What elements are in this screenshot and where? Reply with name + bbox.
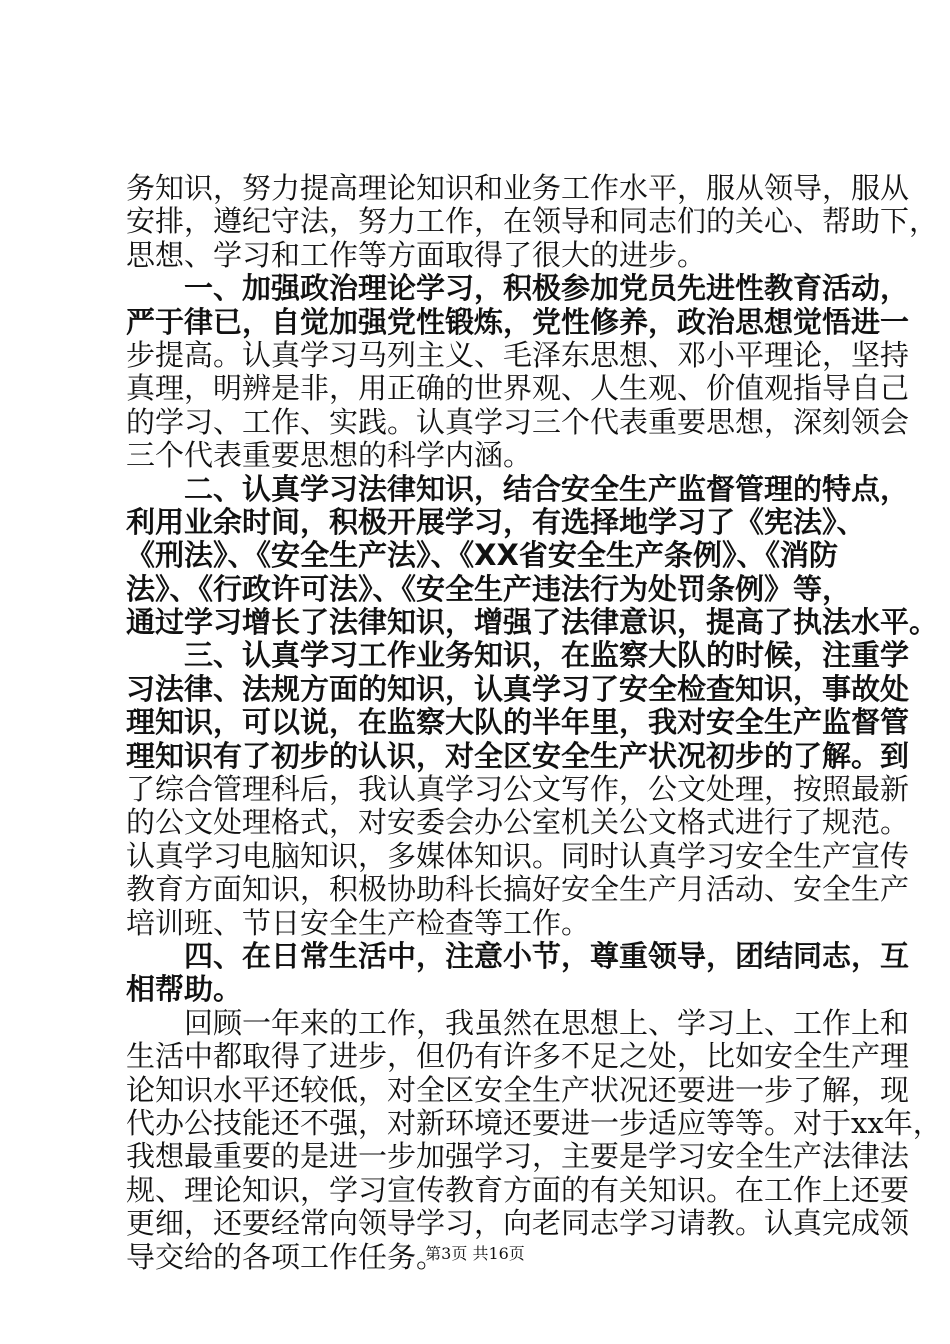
text-line: 教育方面知识，积极协助科长搞好安全生产月活动、安全生产 xyxy=(126,872,910,907)
text-line: 更细，还要经常向领导学习，向老同志学习请教。认真完成领 xyxy=(126,1206,910,1241)
body-text xyxy=(126,171,942,1274)
text-line: 生活中都取得了进步，但仍有许多不足之处，比如安全生产理 xyxy=(126,1039,910,1074)
text-line: 务知识，努力提高理论知识和业务工作水平，服从领导，服从 xyxy=(126,171,910,205)
text-line: 我想最重要的是进一步加强学习，主要是学习安全生产法律法 xyxy=(126,1139,910,1174)
document-page xyxy=(126,171,942,1274)
section-text-line: 利用业余时间，积极开展学习，有选择地学习了《宪法》、 xyxy=(126,504,866,539)
text-line: 安排，遵纪守法，努力工作，在领导和同志们的关心、帮助下， xyxy=(126,204,939,239)
section-text-line: 习法律、法规方面的知识，认真学习了安全检查知识，事故处 xyxy=(126,671,910,706)
text-line: 的公文处理格式，对安委会办公室机关公文格式进行了规范。 xyxy=(126,805,910,840)
text-line: 培训班、节日安全生产检查等工作。 xyxy=(126,905,591,940)
text-line: 步提高。认真学习马列主义、毛泽东思想、邓小平理论，坚持 xyxy=(126,337,910,372)
text-line: 代办公技能还不强，对新环境还要进一步适应等等。对于xx年， xyxy=(126,1105,942,1140)
section-heading-line: 四、在日常生活中，注意小节，尊重领导，团结同志，互 xyxy=(184,938,910,973)
section-text-line: 理知识有了初步的认识，对全区安全生产状况初步的了解。到 xyxy=(126,738,910,773)
text-line: 规、理论知识，学习宣传教育方面的有关知识。在工作上还要 xyxy=(126,1172,910,1207)
text-line: 了综合管理科后，我认真学习公文写作，公文处理，按照最新 xyxy=(126,772,910,807)
text-line: 的学习、工作、实践。认真学习三个代表重要思想，深刻领会 xyxy=(126,404,910,439)
text-line: 回顾一年来的工作，我虽然在思想上、学习上、工作上和 xyxy=(184,1005,910,1040)
section-heading-line: 三、认真学习工作业务知识，在监察大队的时候，注重学 xyxy=(184,638,910,673)
page-footer xyxy=(0,1241,950,1264)
page-number: 第3页 共16页 xyxy=(425,1244,525,1263)
section-text-line: 理知识，可以说，在监察大队的半年里，我对安全生产监督管 xyxy=(126,705,910,740)
text-line: 真理，明辨是非，用正确的世界观、人生观、价值观指导自己 xyxy=(126,371,910,406)
section-text-line: 法》、《行政许可法》、《安全生产违法行为处罚条例》等， xyxy=(126,571,852,606)
section-text-line: 相帮助。 xyxy=(126,972,243,1007)
section-text-line: 通过学习增长了法律知识，增强了法律意识，提高了执法水平。 xyxy=(126,605,939,640)
section-text-line: 《刑法》、《安全生产法》、《XX省安全生产条例》、《消防 xyxy=(126,538,838,573)
text-line: 三个代表重要思想的科学内涵。 xyxy=(126,438,533,473)
section-heading-line: 二、认真学习法律知识，结合安全生产监督管理的特点， xyxy=(184,471,910,506)
section-heading-line: 一、加强政治理论学习，积极参加党员先进性教育活动， xyxy=(184,271,910,306)
text-line: 思想、学习和工作等方面取得了很大的进步。 xyxy=(126,237,707,272)
text-line: 认真学习电脑知识，多媒体知识。同时认真学习安全生产宣传 xyxy=(126,838,910,873)
text-line: 导交给的各项工作任务。 xyxy=(126,1239,446,1274)
text-line: 论知识水平还较低，对全区安全生产状况还要进一步了解，现 xyxy=(126,1072,910,1107)
section-heading-line: 严于律已，自觉加强党性锻炼，党性修养，政治思想觉悟进一 xyxy=(126,304,910,339)
